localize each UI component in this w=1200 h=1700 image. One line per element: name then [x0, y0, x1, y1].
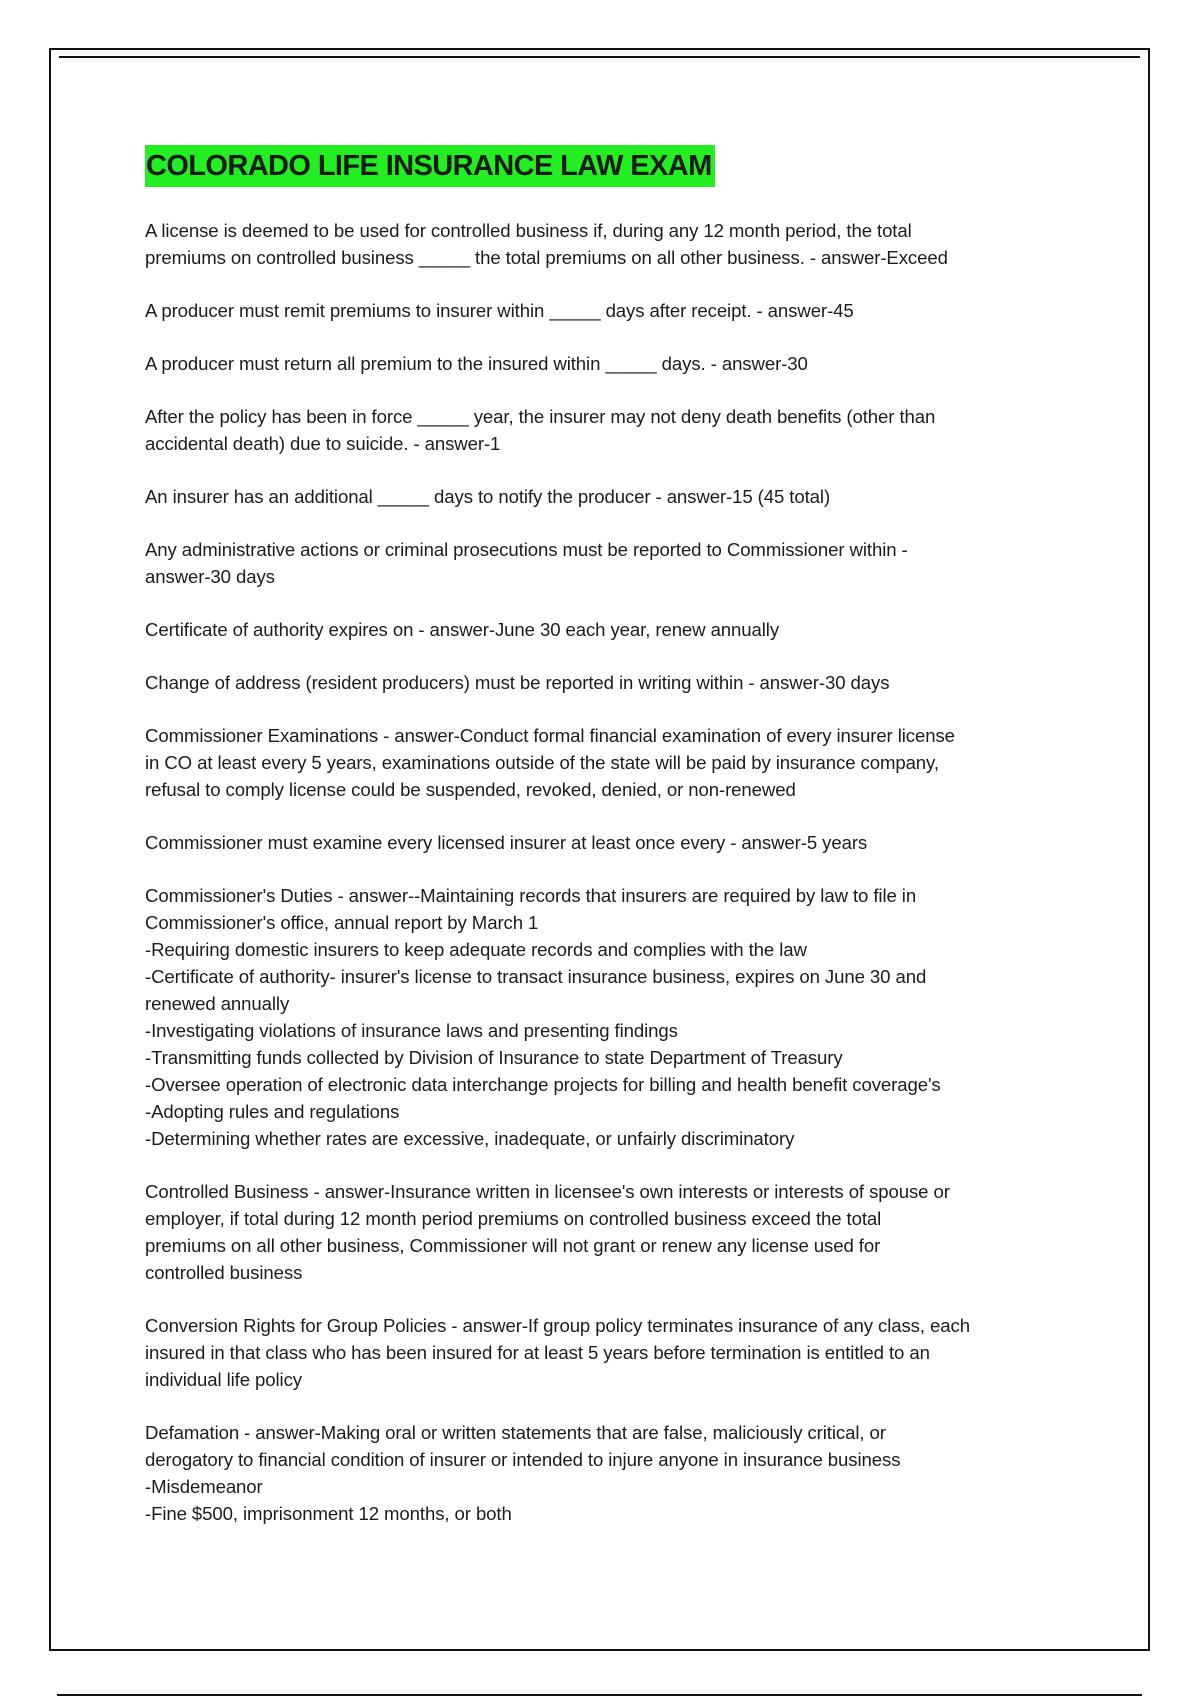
qa-line: Controlled Business - answer-Insurance written in licensee's own interests or interests of spouse or [145, 1181, 950, 1202]
qa-entry [145, 829, 1055, 856]
qa-line: A license is deemed to be used for controlled business if, during any 12 month period, the total [145, 220, 912, 241]
qa-line: renewed annually [145, 993, 290, 1014]
qa-line: Conversion Rights for Group Policies - answer-If group policy terminates insurance of any class, each [145, 1315, 970, 1336]
qa-list [145, 217, 1055, 1527]
qa-line: employer, if total during 12 month period premiums on controlled business exceed the total [145, 1208, 882, 1229]
qa-line: Commissioner's office, annual report by March 1 [145, 912, 539, 933]
document-body [145, 145, 1055, 1553]
document-title: COLORADO LIFE INSURANCE LAW EXAM [145, 145, 715, 187]
qa-line: -Requiring domestic insurers to keep adequate records and complies with the law [145, 939, 807, 960]
qa-line: Certificate of authority expires on - answer-June 30 each year, renew annually [145, 619, 780, 640]
qa-line: -Investigating violations of insurance laws and presenting findings [145, 1020, 678, 1041]
qa-entry [145, 1419, 1055, 1527]
qa-line: -Transmitting funds collected by Division of Insurance to state Department of Treasury [145, 1047, 843, 1068]
qa-entry [145, 722, 1055, 803]
qa-entry [145, 1178, 1055, 1286]
bottom-rule [57, 1694, 1142, 1696]
qa-line: controlled business [145, 1262, 303, 1283]
qa-line: refusal to comply license could be suspended, revoked, denied, or non-renewed [145, 779, 796, 800]
qa-line: -Certificate of authority- insurer's license to transact insurance business, expires on June 30 and [145, 966, 927, 987]
qa-line: -Oversee operation of electronic data interchange projects for billing and health benefit coverage's [145, 1074, 941, 1095]
qa-line: Any administrative actions or criminal prosecutions must be reported to Commissioner within - [145, 539, 908, 560]
qa-line: After the policy has been in force _____ year, the insurer may not deny death benefits (other than [145, 406, 936, 427]
qa-entry [145, 217, 1055, 271]
qa-line: Commissioner's Duties - answer--Maintaining records that insurers are required by law to file in [145, 885, 917, 906]
qa-line: Defamation - answer-Making oral or written statements that are false, maliciously critical, or [145, 1422, 886, 1443]
qa-line: derogatory to financial condition of insurer or intended to injure anyone in insurance business [145, 1449, 901, 1470]
qa-line: insured in that class who has been insured for at least 5 years before termination is entitled to an [145, 1342, 930, 1363]
qa-line: A producer must remit premiums to insurer within _____ days after receipt. - answer-45 [145, 300, 854, 321]
qa-line: Change of address (resident producers) must be reported in writing within - answer-30 days [145, 672, 890, 693]
qa-entry [145, 483, 1055, 510]
qa-entry [145, 350, 1055, 377]
qa-entry [145, 536, 1055, 590]
qa-line: Commissioner Examinations - answer-Conduct formal financial examination of every insurer license [145, 725, 955, 746]
qa-line: premiums on controlled business _____ the total premiums on all other business. - answer-Exceed [145, 247, 948, 268]
qa-line: A producer must return all premium to the insured within _____ days. - answer-30 [145, 353, 808, 374]
qa-line: in CO at least every 5 years, examinations outside of the state will be paid by insurance company, [145, 752, 939, 773]
qa-line: accidental death) due to suicide. - answer-1 [145, 433, 501, 454]
qa-line: An insurer has an additional _____ days to notify the producer - answer-15 (45 total) [145, 486, 831, 507]
qa-entry [145, 616, 1055, 643]
qa-line: -Misdemeanor [145, 1476, 263, 1497]
qa-entry [145, 882, 1055, 1152]
qa-line: premiums on all other business, Commissioner will not grant or renew any license used for [145, 1235, 881, 1256]
qa-entry [145, 403, 1055, 457]
qa-entry [145, 1312, 1055, 1393]
qa-line: individual life policy [145, 1369, 302, 1390]
top-rule [59, 56, 1140, 58]
qa-line: -Determining whether rates are excessive, inadequate, or unfairly discriminatory [145, 1128, 795, 1149]
qa-entry [145, 297, 1055, 324]
qa-line: -Fine $500, imprisonment 12 months, or both [145, 1503, 512, 1524]
qa-line: answer-30 days [145, 566, 275, 587]
qa-line: Commissioner must examine every licensed insurer at least once every - answer-5 years [145, 832, 868, 853]
qa-entry [145, 669, 1055, 696]
qa-line: -Adopting rules and regulations [145, 1101, 400, 1122]
